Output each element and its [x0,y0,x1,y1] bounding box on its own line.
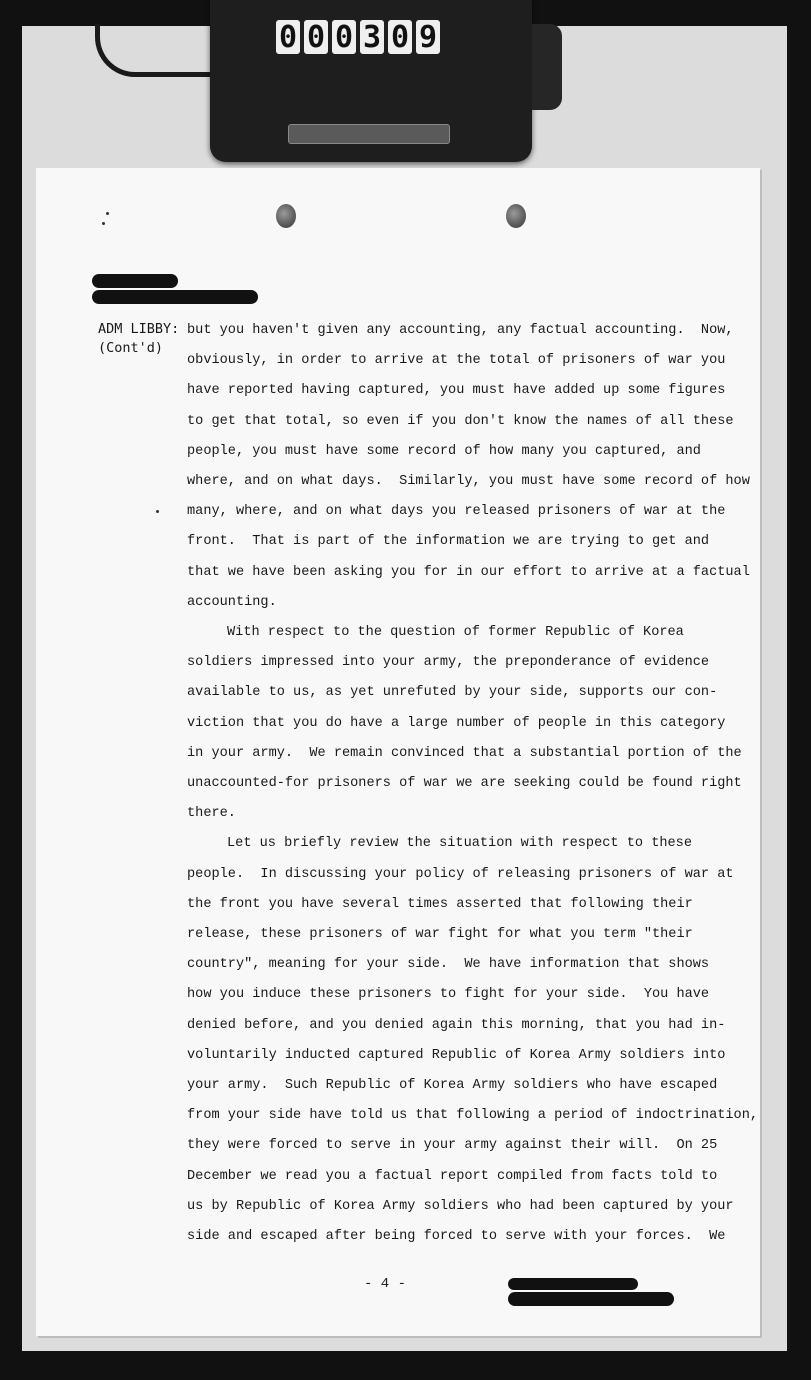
speaker-label: ADM LIBBY: (Cont'd) [98,321,180,356]
scan-speck [156,510,159,513]
punch-hole [276,204,296,228]
counter-knob [532,24,562,110]
text-line: voluntarily inducted captured Republic of Korea Army soldiers into [187,1047,726,1063]
text-line: that we have been asking you for in our effort to arrive at a factual [187,564,750,580]
text-line: viction that you do have a large number of people in this category [187,715,726,731]
redaction-bar [508,1278,638,1290]
redaction-bar [508,1292,674,1306]
text-line: country", meaning for your side. We have information that shows [187,957,710,973]
counter-digit: 3 [360,20,384,54]
text-line: how you induce these prisoners to fight for your side. You have [187,987,710,1003]
frame-counter [210,0,532,162]
text-line: your army. Such Republic of Korea Army soldiers who have escaped [187,1078,718,1094]
text-line: they were forced to serve in your army against their will. On 25 [187,1138,718,1154]
text-line: available to us, as yet unrefuted by your side, supports our con- [187,685,718,701]
text-line: Let us briefly review the situation with respect to these [227,836,692,852]
text-line: December we read you a factual report compiled from facts told to [187,1168,718,1184]
text-line: there. [187,806,236,822]
document-page [36,168,760,1336]
redaction-bar [92,274,178,288]
text-line: soldiers impressed into your army, the preponderance of evidence [187,655,710,671]
text-line: have reported having captured, you must have added up some figures [187,383,726,399]
text-line: side and escaped after being forced to serve with your forces. We [187,1229,726,1245]
text-line: from your side have told us that following a period of indoctrination, [187,1108,759,1124]
scan-speck [102,222,105,225]
text-line: denied before, and you denied again this morning, that you had in- [187,1017,726,1033]
counter-digit: 0 [276,20,300,54]
document-body [187,316,759,1252]
scan-speck [106,212,109,215]
page-number: - 4 - [364,1276,407,1292]
text-line: but you haven't given any accounting, any factual accounting. Now, [187,323,734,338]
text-line: people. In discussing your policy of releasing prisoners of war at [187,866,734,882]
text-line: us by Republic of Korea Army soldiers who had been captured by your [187,1198,734,1214]
text-line: in your army. We remain convinced that a substantial portion of the [187,745,742,761]
counter-plate [288,124,450,144]
text-line: release, these prisoners of war fight for what you term "their [187,927,693,943]
counter-digit: 0 [304,20,328,54]
text-line: accounting. [187,594,277,610]
punch-hole [506,204,526,228]
text-line: many, where, and on what days you released prisoners of war at the [187,504,726,520]
text-line: front. That is part of the information we are trying to get and [187,534,710,550]
redaction-bar [92,290,258,304]
text-line: unaccounted-for prisoners of war we are seeking could be found right [187,776,742,792]
text-line: to get that total, so even if you don't know the names of all these [187,413,734,429]
counter-digit: 9 [416,20,440,54]
text-line: obviously, in order to arrive at the total of prisoners of war you [187,353,726,369]
text-line: the front you have several times asserted that following their [187,896,693,912]
text-line: where, and on what days. Similarly, you must have some record of how [187,474,750,490]
text-line: people, you must have some record of how many you captured, and [187,443,701,459]
counter-digit: 0 [332,20,356,54]
text-line: With respect to the question of former Republic of Korea [227,625,684,641]
counter-digits [276,20,440,54]
counter-digit: 0 [388,20,412,54]
